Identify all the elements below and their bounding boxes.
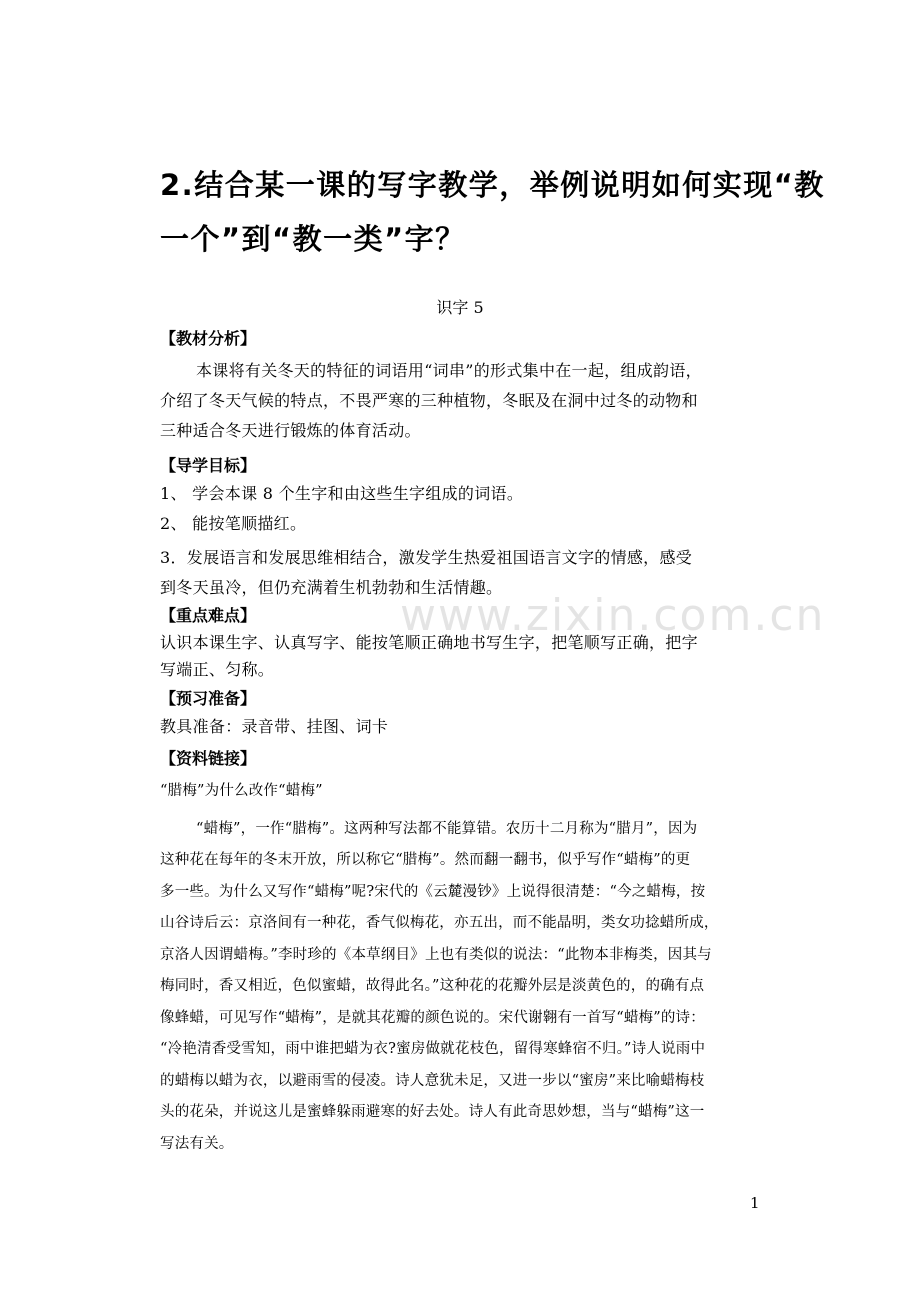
resources-line-3: 多一些。为什么又写作“蜡梅”呢?宋代的《云麓漫钞》上说得很清楚：“今之蜡梅，按 xyxy=(160,883,706,900)
lesson-title: 识字 5 xyxy=(436,298,484,317)
preparation-text: 教具准备：录音带、挂图、词卡 xyxy=(160,717,389,736)
section-preparation xyxy=(160,686,762,742)
key-points-line-2: 写端正、匀称。 xyxy=(160,660,275,679)
resources-line-8: “冷艳清香受雪知，雨中谁把蜡为衣?蜜房做就花枝色，留得寒蜂宿不归。”诗人说雨中 xyxy=(160,1041,706,1057)
question-title-line-2: 一个”到“教一类”字？ xyxy=(160,222,466,256)
analysis-line-1: 本课将有关冬天的特征的词语用“词串”的形式集中在一起，组成韵语， xyxy=(196,361,702,380)
resources-line-11: 写法有关。 xyxy=(160,1135,234,1152)
section-heading-analysis: 【教材分析】 xyxy=(160,329,257,348)
goal-item-2: 2、 能按笔顺描红。 xyxy=(160,514,307,533)
resources-line-7: 像蜂蜡，可见写作“蜡梅”，是就其花瓣的颜色说的。宋代谢翱有一首写“蜡梅”的诗： xyxy=(160,1009,705,1026)
key-points-line-1: 认识本课生字、认真写字、能按笔顺正确地书写生字，把笔顺写正确，把字 xyxy=(160,633,698,652)
question-title-line-1: 2.结合某一课的写字教学，举例说明如何实现“教 xyxy=(160,168,825,202)
section-heading-goals: 【导学目标】 xyxy=(160,456,257,475)
section-analysis xyxy=(160,326,762,446)
section-heading-preparation: 【预习准备】 xyxy=(160,689,257,708)
analysis-line-2: 介绍了冬天气候的特点，不畏严寒的三种植物，冬眠及在洞中过冬的动物和 xyxy=(160,391,698,410)
goal-item-3-line-1: 3．发展语言和发展思维相结合，激发学生热爱祖国语言文字的情感，感受 xyxy=(160,548,693,567)
resources-line-4: 山谷诗后云：京洛间有一种花，香气似梅花，亦五出，而不能晶明，类女功捻蜡所成， xyxy=(160,915,719,931)
section-goals xyxy=(160,453,762,603)
resources-subtitle: “腊梅”为什么改作“蜡梅” xyxy=(160,783,323,799)
resources-line-5: 京洛人因谓蜡梅。”李时珍的《本草纲目》上也有类似的说法：“此物本非梅类，因其与 xyxy=(160,946,712,963)
goal-item-1: 1、 学会本课 8 个生字和由这些生字组成的词语。 xyxy=(160,484,524,503)
page-number: 1 xyxy=(750,1194,760,1212)
question-title xyxy=(160,158,825,266)
goal-item-3-line-2: 到冬天虽冷，但仍充满着生机勃勃和生活情趣。 xyxy=(160,578,503,597)
resources-line-2: 这种花在每年的冬末开放，所以称它“腊梅”。然而翻一翻书，似乎写作“蜡梅”的更 xyxy=(160,852,691,868)
resources-line-10: 头的花朵，并说这儿是蜜蜂躲雨避寒的好去处。诗人有此奇思妙想，当与“蜡梅”这一 xyxy=(160,1104,705,1120)
resources-line-1: “蜡梅”，一作“腊梅”。这两种写法都不能算错。农历十二月称为“腊月”，因为 xyxy=(196,820,698,837)
resources-line-9: 的蜡梅以蜡为衣，以避雨雪的侵凌。诗人意犹未足，又进一步以“蜜房”来比喻蜡梅枝 xyxy=(160,1072,705,1089)
resources-line-6: 梅同时，香又相近，色似蜜蜡，故得此名。”这种花的花瓣外层是淡黄色的，的确有点 xyxy=(160,978,705,994)
section-resources xyxy=(160,746,762,1160)
watermark: www.zixin.com.cn xyxy=(400,590,826,641)
section-heading-resources: 【资料链接】 xyxy=(160,749,257,768)
resources-body xyxy=(160,776,762,1160)
analysis-line-3: 三种适合冬天进行锻炼的体育活动。 xyxy=(160,421,421,440)
section-heading-key-points: 【重点难点】 xyxy=(160,606,257,625)
